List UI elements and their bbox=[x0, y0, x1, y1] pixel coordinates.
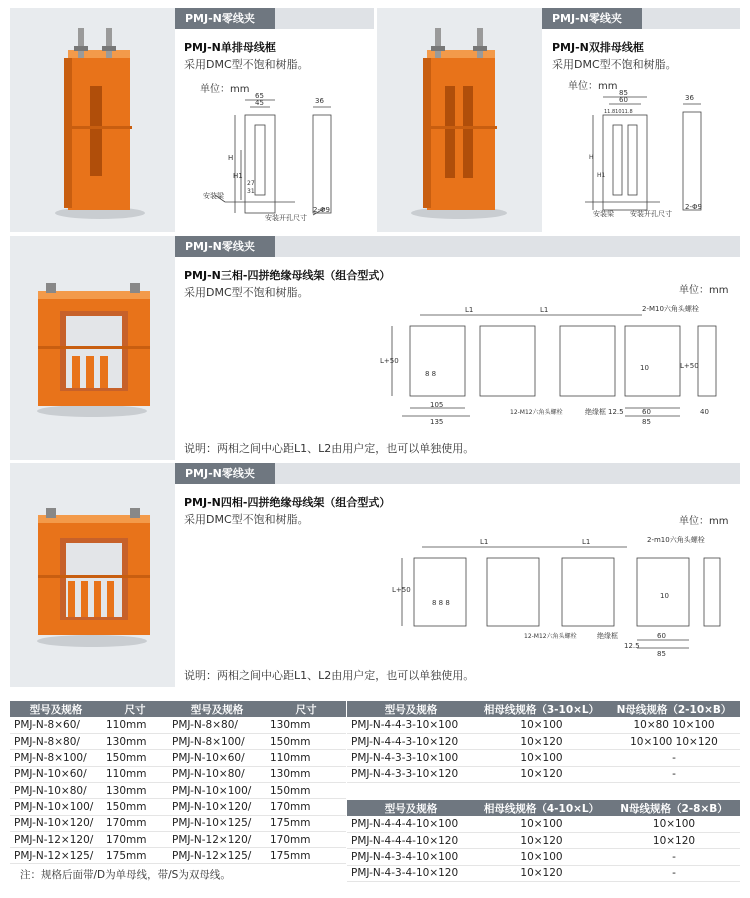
table-cell: - bbox=[608, 750, 740, 766]
product-title: PMJ-N双排母线框 bbox=[552, 41, 644, 54]
product-description: 采用DMC型不饱和树脂。 bbox=[184, 58, 309, 71]
table-cell: - bbox=[608, 865, 740, 881]
col-header: 型号及规格 bbox=[347, 800, 475, 816]
product-photo-double-busbar-frame bbox=[377, 8, 542, 232]
table-cell: 10×100 bbox=[608, 816, 740, 832]
unit-label: 单位：mm bbox=[679, 285, 729, 296]
table-cell: PMJ-N-4-4-3-10×100 bbox=[347, 717, 475, 733]
usage-note: 说明：两相之间中心距L1、L2由用户定，也可以单独使用。 bbox=[184, 669, 475, 682]
table-cell: - bbox=[608, 766, 740, 782]
table-row bbox=[10, 799, 346, 815]
dim-l1-b: L1 bbox=[582, 538, 591, 546]
table-row bbox=[10, 782, 346, 798]
table-row bbox=[347, 750, 740, 766]
col-header: 尺寸 bbox=[266, 701, 346, 717]
table-cell: 10×120 bbox=[475, 734, 608, 750]
table-cell: 110mm bbox=[102, 717, 168, 733]
table-cell: PMJ-N-10×100/ bbox=[10, 799, 102, 815]
table-cell: PMJ-N-10×100/ bbox=[168, 782, 266, 798]
unit-label: 单位：mm bbox=[679, 516, 729, 527]
table-cell: 130mm bbox=[266, 717, 346, 733]
spec-table-left bbox=[10, 701, 346, 864]
drawing-single-frame bbox=[195, 90, 345, 225]
dim-10: 10 bbox=[640, 364, 649, 372]
table-cell: PMJ-N-10×60/ bbox=[168, 750, 266, 766]
dim-h1: H1 bbox=[233, 172, 243, 180]
dim-l1-a: L1 bbox=[480, 538, 489, 546]
table-cell: PMJ-N-12×120/ bbox=[10, 831, 102, 847]
table-cell: PMJ-N-8×80/ bbox=[168, 717, 266, 733]
table-cell: PMJ-N-4-4-4-10×120 bbox=[347, 833, 475, 849]
table-row bbox=[10, 734, 346, 750]
dim-135: 135 bbox=[430, 418, 444, 426]
product-title: PMJ-N单排母线框 bbox=[184, 41, 276, 54]
table-footnote: 注：规格后面带/D为单母线，带/S为双母线。 bbox=[20, 869, 231, 881]
hole-value: 2-Φ9 bbox=[685, 203, 702, 211]
table-cell: 150mm bbox=[266, 782, 346, 798]
table-cell: 170mm bbox=[102, 815, 168, 831]
dim-85: 85 bbox=[657, 650, 666, 658]
table-row bbox=[10, 717, 346, 733]
table-cell: PMJ-N-10×60/ bbox=[10, 766, 102, 782]
table-cell: 170mm bbox=[266, 831, 346, 847]
table-cell: PMJ-N-4-3-4-10×120 bbox=[347, 865, 475, 881]
unit-label: 单位：mm bbox=[200, 84, 250, 95]
table-row bbox=[347, 849, 740, 865]
bolt-label: 2-m10六角头螺栓 bbox=[647, 536, 705, 544]
table-cell: 10×100 bbox=[475, 717, 608, 733]
spec-table-right-4phase bbox=[347, 800, 740, 882]
product-description: 采用DMC型不饱和树脂。 bbox=[184, 513, 309, 526]
section-tag: PMJ-N零线夹 bbox=[542, 8, 642, 29]
table-cell: 175mm bbox=[266, 815, 346, 831]
table-row bbox=[10, 815, 346, 831]
dim-65: 65 bbox=[255, 92, 264, 100]
col-header: 相母线规格（3-10×L） bbox=[475, 701, 608, 717]
table-cell: 170mm bbox=[266, 799, 346, 815]
table-cell: 130mm bbox=[266, 766, 346, 782]
table-cell: PMJ-N-10×80/ bbox=[168, 766, 266, 782]
section-tag: PMJ-N零线夹 bbox=[175, 236, 275, 257]
table-cell: - bbox=[608, 849, 740, 865]
table-cell: 10×120 bbox=[475, 833, 608, 849]
table-cell: 175mm bbox=[266, 848, 346, 864]
table-cell: 130mm bbox=[102, 782, 168, 798]
dim-l1-a: L1 bbox=[465, 306, 474, 314]
table-row bbox=[347, 717, 740, 733]
product-description: 采用DMC型不饱和树脂。 bbox=[552, 58, 677, 71]
product-title: PMJ-N四相-四拼绝缘母线架（组合型式） bbox=[184, 496, 391, 509]
col-header: 相母线规格（4-10×L） bbox=[475, 800, 608, 816]
dim-36: 36 bbox=[685, 94, 694, 102]
mount-beam-label: 安装梁 bbox=[203, 192, 224, 200]
dim-h: H bbox=[589, 154, 594, 161]
dim-l50: L+50 bbox=[392, 586, 411, 594]
section-tag: PMJ-N零线夹 bbox=[175, 8, 275, 29]
table-cell: 110mm bbox=[266, 750, 346, 766]
bolt-label: 2-M10六角头螺栓 bbox=[642, 305, 699, 313]
four-phase-frame-photo bbox=[10, 463, 175, 687]
dim-85: 85 bbox=[619, 89, 628, 97]
table-cell: 150mm bbox=[266, 734, 346, 750]
m12-bolt-label: 12-M12六角头螺栓 bbox=[524, 633, 577, 640]
table-cell: 10×100 10×120 bbox=[608, 734, 740, 750]
col-header: N母线规格（2-8×B） bbox=[608, 800, 740, 816]
table-cell: PMJ-N-10×80/ bbox=[10, 782, 102, 798]
table-cell: 10×100 bbox=[475, 816, 608, 832]
dim-10: 10 bbox=[660, 592, 669, 600]
single-frame-photo bbox=[10, 8, 175, 232]
col-header: N母线规格（2-10×B） bbox=[608, 701, 740, 717]
hole-value: 2-Φ9 bbox=[313, 206, 330, 214]
table-header-row bbox=[347, 701, 740, 717]
table-cell: 150mm bbox=[102, 750, 168, 766]
table-row bbox=[10, 766, 346, 782]
product-description: 采用DMC型不饱和树脂。 bbox=[184, 286, 309, 299]
table-cell: PMJ-N-12×120/ bbox=[168, 831, 266, 847]
table-cell: 10×100 bbox=[475, 750, 608, 766]
table-row bbox=[347, 865, 740, 881]
table-cell: PMJ-N-10×125/ bbox=[168, 815, 266, 831]
table-row bbox=[347, 833, 740, 849]
table-header-row bbox=[347, 800, 740, 816]
dim-45: 45 bbox=[255, 99, 264, 107]
table-cell: 10×120 bbox=[608, 833, 740, 849]
spec-table-right-3phase bbox=[347, 701, 740, 783]
product-title: PMJ-N三相-四拼绝缘母线架（组合型式） bbox=[184, 269, 391, 282]
hole-label: 安装开孔尺寸 bbox=[630, 210, 672, 218]
dim-27: 27 bbox=[247, 180, 255, 187]
table-cell: PMJ-N-12×125/ bbox=[168, 848, 266, 864]
drawing-double-frame bbox=[585, 87, 740, 222]
table-cell: PMJ-N-4-4-3-10×120 bbox=[347, 734, 475, 750]
table-cell: 10×120 bbox=[475, 865, 608, 881]
table-cell: 170mm bbox=[102, 831, 168, 847]
dim-12-5: 12.5 bbox=[608, 408, 624, 416]
table-cell: PMJ-N-10×120/ bbox=[168, 799, 266, 815]
col-header: 型号及规格 bbox=[168, 701, 266, 717]
dim-l1-b: L1 bbox=[540, 306, 549, 314]
dim-h: H bbox=[228, 154, 234, 162]
col-header: 型号及规格 bbox=[347, 701, 475, 717]
drawing-three-phase-assembly bbox=[380, 298, 725, 428]
table-row bbox=[10, 848, 346, 864]
table-cell: PMJ-N-4-3-4-10×100 bbox=[347, 849, 475, 865]
dim-40: 40 bbox=[700, 408, 709, 416]
table-cell: PMJ-N-4-4-4-10×100 bbox=[347, 816, 475, 832]
table-row bbox=[10, 831, 346, 847]
table-cell: PMJ-N-8×80/ bbox=[10, 734, 102, 750]
table-row bbox=[10, 750, 346, 766]
table-cell: 150mm bbox=[102, 799, 168, 815]
insulation-frame-label: 绝缘框 bbox=[597, 632, 618, 640]
col-header: 尺寸 bbox=[102, 701, 168, 717]
unit-label: 单位：mm bbox=[568, 81, 618, 92]
table-cell: 175mm bbox=[102, 848, 168, 864]
table-cell: PMJ-N-4-3-3-10×120 bbox=[347, 766, 475, 782]
col-header: 型号及规格 bbox=[10, 701, 102, 717]
table-cell: 110mm bbox=[102, 766, 168, 782]
dim-gap: 8 8 bbox=[425, 370, 437, 378]
dim-h1: H1 bbox=[597, 172, 606, 179]
table-cell: PMJ-N-12×125/ bbox=[10, 848, 102, 864]
table-row bbox=[347, 734, 740, 750]
m12-bolt-label: 12-M12六角头螺栓 bbox=[510, 409, 563, 416]
dim-105: 105 bbox=[430, 401, 444, 409]
product-photo-four-phase-frame bbox=[10, 463, 175, 687]
table-header-row bbox=[10, 701, 346, 717]
table-cell: PMJ-N-8×100/ bbox=[168, 734, 266, 750]
dim-31: 31 bbox=[247, 188, 255, 195]
hole-label: 安装开孔尺寸 bbox=[265, 214, 307, 222]
table-cell: PMJ-N-10×120/ bbox=[10, 815, 102, 831]
double-frame-photo bbox=[377, 8, 542, 232]
drawing-four-phase-assembly bbox=[392, 530, 727, 658]
usage-note: 说明：两相之间中心距L1、L2由用户定，也可以单独使用。 bbox=[184, 442, 475, 455]
dim-36: 36 bbox=[315, 97, 324, 105]
dim-gap: 8 8 8 bbox=[432, 599, 450, 607]
table-row bbox=[347, 766, 740, 782]
product-photo-single-busbar-frame bbox=[10, 8, 175, 232]
dim-l50: L+50 bbox=[380, 357, 399, 365]
dim-60: 60 bbox=[657, 632, 666, 640]
table-cell: 10×100 bbox=[475, 849, 608, 865]
dim-85: 85 bbox=[642, 418, 651, 426]
dim-60: 60 bbox=[642, 408, 651, 416]
dim-60: 60 bbox=[619, 96, 628, 104]
section-tag: PMJ-N零线夹 bbox=[175, 463, 275, 484]
table-cell: PMJ-N-8×60/ bbox=[10, 717, 102, 733]
table-cell: 10×80 10×100 bbox=[608, 717, 740, 733]
three-phase-frame-photo bbox=[10, 236, 175, 460]
table-row bbox=[347, 816, 740, 832]
product-photo-three-phase-frame bbox=[10, 236, 175, 460]
table-cell: 10×120 bbox=[475, 766, 608, 782]
dim-l50-b: L+50 bbox=[680, 362, 699, 370]
table-cell: PMJ-N-4-3-3-10×100 bbox=[347, 750, 475, 766]
table-cell: 130mm bbox=[102, 734, 168, 750]
dim-inner: 11.81011.8 bbox=[604, 109, 633, 115]
insulation-frame-label: 绝缘框 bbox=[585, 408, 606, 416]
mount-beam-label: 安装梁 bbox=[593, 210, 614, 218]
dim-12-5: 12.5 bbox=[624, 642, 640, 650]
table-cell: PMJ-N-8×100/ bbox=[10, 750, 102, 766]
